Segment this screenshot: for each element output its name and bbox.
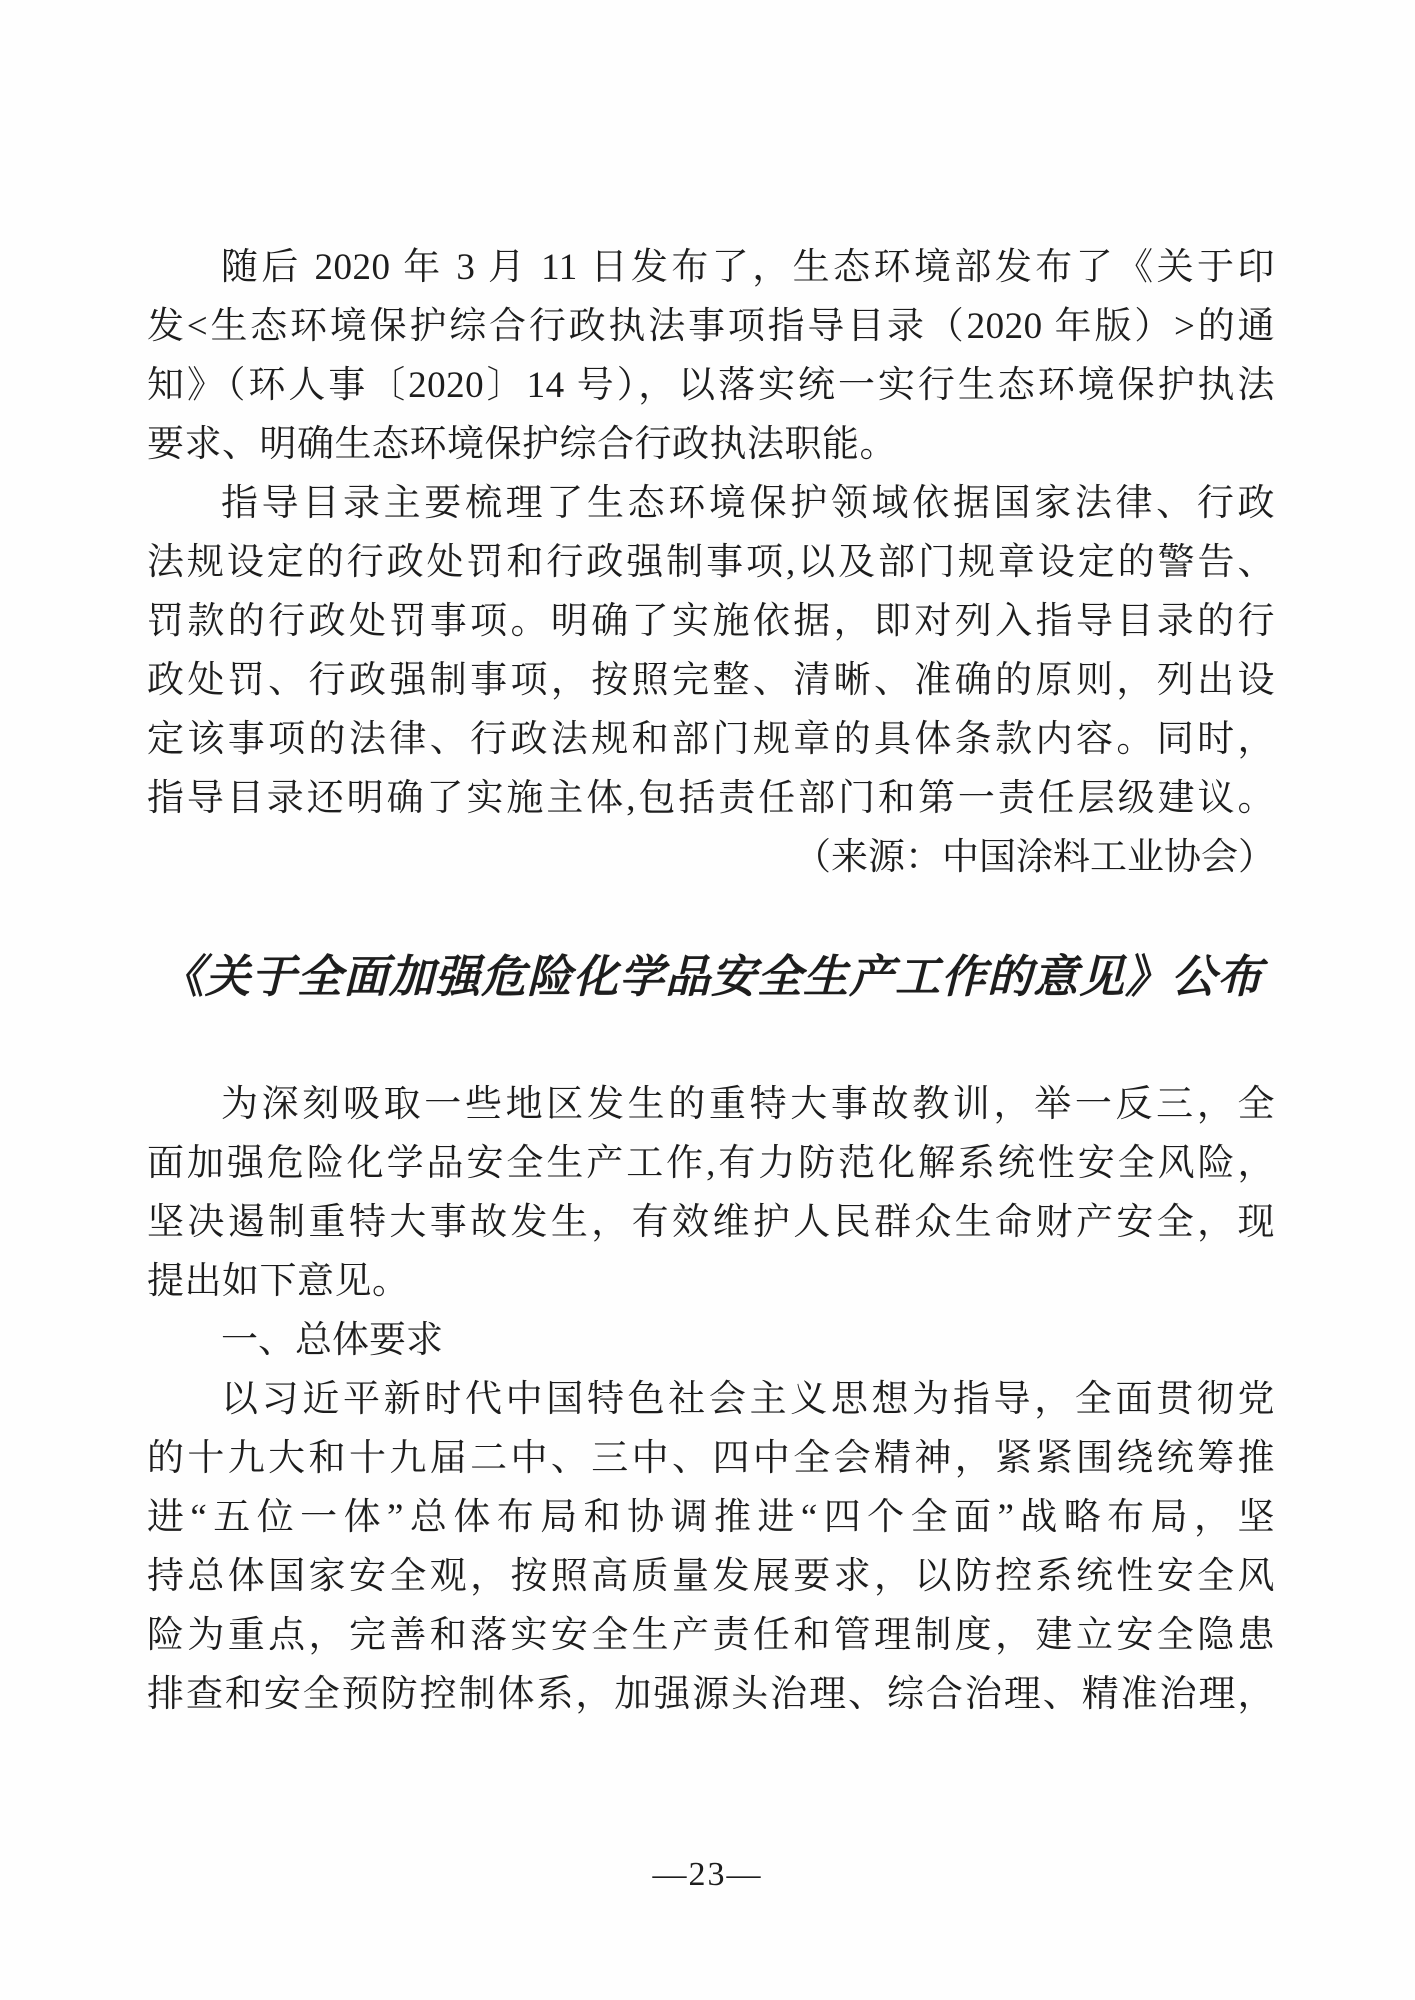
text-line: 持总体国家安全观，按照高质量发展要求，以防控系统性安全风 bbox=[147, 1556, 1275, 1597]
text-line: 发<生态环境保护综合行政执法事项指导目录（2020 年版）>的通 bbox=[147, 306, 1275, 347]
text-line: 坚决遏制重特大事故发生，有效维护人民群众生命财产安全，现 bbox=[147, 1202, 1275, 1243]
text-line: 要求、明确生态环境保护综合行政执法职能。 bbox=[147, 424, 897, 465]
paragraph-4 bbox=[147, 1370, 1275, 1724]
text-line: 以习近平新时代中国特色社会主义思想为指导，全面贯彻党 bbox=[221, 1379, 1275, 1420]
text-line: 定该事项的法律、行政法规和部门规章的具体条款内容。同时， bbox=[147, 719, 1275, 760]
paragraph-3 bbox=[147, 1075, 1275, 1311]
text-line: 知》（环人事〔2020〕14 号），以落实统一实行生态环境保护执法 bbox=[147, 365, 1275, 406]
text-line: 政处罚、行政强制事项，按照完整、清晰、准确的原则，列出设 bbox=[147, 660, 1275, 701]
text-line: 罚款的行政处罚事项。明确了实施依据，即对列入指导目录的行 bbox=[147, 601, 1275, 642]
text-line: 指导目录主要梳理了生态环境保护领域依据国家法律、行政 bbox=[221, 483, 1275, 524]
page-content bbox=[147, 238, 1275, 1724]
text-line: 为深刻吸取一些地区发生的重特大事故教训，举一反三，全 bbox=[221, 1084, 1275, 1125]
section-heading: 一、总体要求 bbox=[221, 1320, 443, 1361]
text-line: 法规设定的行政处罚和行政强制事项,以及部门规章设定的警告、 bbox=[147, 542, 1275, 583]
text-line: 提出如下意见。 bbox=[147, 1261, 410, 1302]
text-line: 随后 2020 年 3 月 11 日发布了，生态环境部发布了《关于印 bbox=[221, 247, 1275, 288]
page-number: —23— bbox=[652, 1856, 763, 1893]
text-line: 面加强危险化学品安全生产工作,有力防范化解系统性安全风险， bbox=[147, 1143, 1275, 1184]
text-line: 指导目录还明确了实施主体,包括责任部门和第一责任层级建议。 bbox=[147, 778, 1275, 819]
source-attribution: （来源：中国涂料工业协会） bbox=[794, 837, 1275, 878]
text-line: 险为重点，完善和落实安全生产责任和管理制度，建立安全隐患 bbox=[147, 1615, 1275, 1656]
paragraph-1 bbox=[147, 238, 1275, 474]
text-line: 排查和安全预防控制体系，加强源头治理、综合治理、精准治理， bbox=[147, 1674, 1275, 1715]
text-line: 的十九大和十九届二中、三中、四中全会精神，紧紧围绕统筹推 bbox=[147, 1438, 1275, 1479]
paragraph-2 bbox=[147, 474, 1275, 828]
article-heading: 《关于全面加强危险化学品安全生产工作的意见》公布 bbox=[158, 952, 1263, 1002]
text-line: 进“五位一体”总体布局和协调推进“四个全面”战略布局，坚 bbox=[147, 1497, 1275, 1538]
